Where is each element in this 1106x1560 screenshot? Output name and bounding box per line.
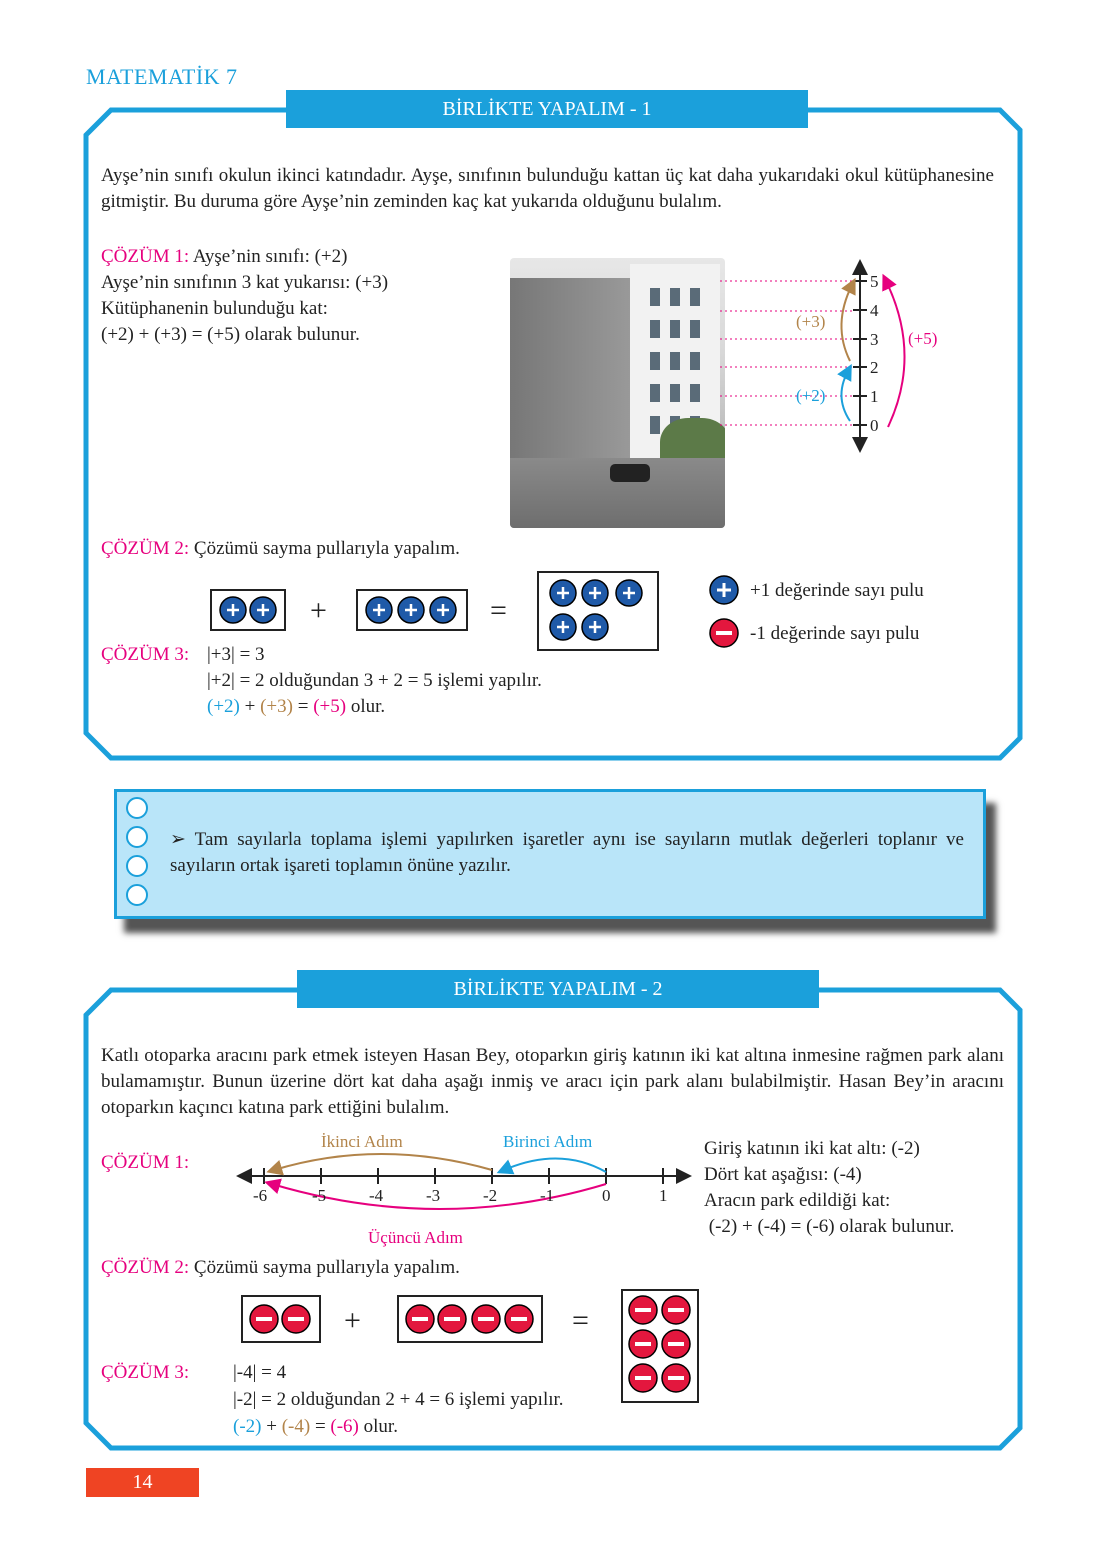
step3-label: Üçüncü Adım (368, 1228, 463, 1247)
legend-icons (707, 575, 743, 649)
s1-group-a (211, 590, 285, 630)
s1-sol3-line2: |+2| = 2 olduğundan 3 + 2 = 5 işlemi yapılır. (207, 670, 542, 691)
s2-sol2-label: ÇÖZÜM 2: (101, 1257, 190, 1278)
nl-tick-1: 1 (659, 1186, 668, 1205)
s1-plus-sign: + (310, 594, 327, 627)
ring-icon (126, 797, 148, 819)
arrow-label-plus3: (+3) (796, 312, 826, 331)
nl-tick-m6: -6 (253, 1186, 268, 1205)
running-header: MATEMATİK 7 (86, 64, 238, 89)
nl-tick-0: 0 (602, 1186, 611, 1205)
s2-r3: Aracın park edildiği kat: (704, 1190, 891, 1211)
s1-eq-c: (+5) (313, 696, 347, 717)
section2-intro: Katlı otoparka aracını park etmek isteyen Hasan Bey, otoparkın giriş katının iki kat altına inmesine rağmen park alanı bulamamıştır. Bunun üzerine dört kat daha aşağı inmiş ve aracı için park alanı bulabilmiştir. Hasan Bey’in aracını otoparkın kaçıncı katına park ettiğini bulalım. (101, 1045, 1004, 1118)
nl-tick-m5: -5 (312, 1186, 327, 1205)
s2-eq-eq: = (310, 1416, 331, 1437)
s1-sol2-text: Çözümü sayma pullarıyla yapalım. (193, 538, 460, 559)
s2-group-a (242, 1296, 320, 1342)
tick-4: 4 (870, 301, 879, 320)
s2-equals-sign: = (572, 1304, 589, 1337)
bullet-arrow-icon: ➢ (170, 829, 186, 850)
tick-0: 0 (870, 416, 879, 435)
s2-sol2-text: Çözümü sayma pullarıyla yapalım. (193, 1257, 460, 1278)
s1-sol3-line1: |+3| = 3 (207, 644, 265, 665)
s1-sol1-line2: Ayşe’nin sınıfının 3 kat yukarısı: (+3) (101, 272, 389, 293)
s1-sol3-equation (207, 694, 385, 720)
s1-solution2 (101, 536, 460, 562)
s2-sol3-equation (233, 1414, 398, 1440)
s1-sol1-label: ÇÖZÜM 1: (101, 246, 190, 267)
s1-solution1 (101, 244, 501, 348)
s1-sol2-label: ÇÖZÜM 2: (101, 538, 190, 559)
building-photo (510, 258, 725, 528)
tick-2: 2 (870, 358, 879, 377)
arrow-label-plus5: (+5) (908, 329, 938, 348)
s2-solution2 (101, 1255, 460, 1281)
ring-icon (126, 826, 148, 848)
tick-3: 3 (870, 330, 879, 349)
s1-eq-eq: = (292, 696, 314, 717)
s2-plus-sign: + (344, 1304, 361, 1337)
legend-positive-text: +1 değerinde sayı pulu (750, 580, 924, 601)
s2-eq-b: (-4) (281, 1416, 311, 1437)
s2-sol1-text (704, 1136, 1014, 1240)
step2-label: İkinci Adım (321, 1132, 403, 1151)
section2-banner: BİRLİKTE YAPALIM - 2 (297, 970, 819, 1008)
s2-eq-tail: olur. (358, 1416, 398, 1437)
s2-r2: Dört kat aşağısı: (-4) (704, 1164, 862, 1185)
tick-5: 5 (870, 272, 879, 291)
s2-r1: Giriş katının iki kat altı: (-2) (704, 1138, 920, 1159)
arrow-label-plus2: (+2) (796, 386, 826, 405)
nl-tick-m4: -4 (369, 1186, 384, 1205)
s1-sol1-line1: Ayşe’nin sınıfı: (+2) (192, 246, 348, 267)
legend-negative-text: -1 değerinde sayı pulu (750, 623, 920, 644)
s1-eq-tail: olur. (346, 696, 386, 717)
s2-sol3-line2: |-2| = 2 olduğundan 2 + 4 = 6 işlemi yapılır. (233, 1389, 564, 1410)
page-number: 14 (86, 1468, 199, 1497)
s2-eq-op: + (261, 1416, 282, 1437)
s2-group-result (622, 1290, 698, 1402)
s1-sol1-line3: Kütüphanenin bulunduğu kat: (101, 298, 328, 319)
info-rule: Tam sayılarla toplama işlemi yapılırken işaretler aynı ise sayıların mutlak değerleri toplanır ve sayıların ortak işareti toplamın önüne yazılır. (170, 829, 964, 876)
s1-eq-op: + (239, 696, 261, 717)
s1-counters (205, 568, 705, 658)
step1-label: Birinci Adım (503, 1132, 593, 1151)
info-text (170, 827, 964, 879)
s1-eq-b: (+3) (260, 696, 293, 717)
section1-banner: BİRLİKTE YAPALIM - 1 (286, 90, 808, 128)
nl-tick-m1: -1 (540, 1186, 555, 1205)
section1-intro: Ayşe’nin sınıfı okulun ikinci katındadır. Ayşe, sınıfının bulunduğu kattan üç kat daha yukarıdaki okul kütüphanesine gitmiştir. Bu duruma göre Ayşe’nin zeminden kaç kat yukarıda olduğunu bulalım. (101, 165, 994, 212)
nl-tick-m2: -2 (483, 1186, 498, 1205)
floor-number-line (700, 255, 960, 455)
parking-number-line (230, 1150, 700, 1230)
nl-tick-m3: -3 (426, 1186, 441, 1205)
s1-sol3-label: ÇÖZÜM 3: (101, 644, 190, 665)
ring-icon (126, 884, 148, 906)
s2-r4: (-2) + (-4) = (-6) olarak bulunur. (704, 1216, 955, 1237)
tick-1: 1 (870, 387, 879, 406)
s1-sol1-line4: (+2) + (+3) = (+5) olarak bulunur. (101, 324, 360, 345)
s2-sol3-line1: |-4| = 4 (233, 1362, 287, 1383)
s1-eq-a: (+2) (207, 696, 240, 717)
s2-eq-a: (-2) (233, 1416, 262, 1437)
s1-group-result (538, 572, 658, 650)
s2-eq-c: (-6) (330, 1416, 359, 1437)
ring-icon (126, 855, 148, 877)
s2-sol1-label: ÇÖZÜM 1: (101, 1152, 190, 1173)
s2-sol3-label: ÇÖZÜM 3: (101, 1362, 190, 1383)
s1-equals-sign: = (490, 594, 507, 627)
